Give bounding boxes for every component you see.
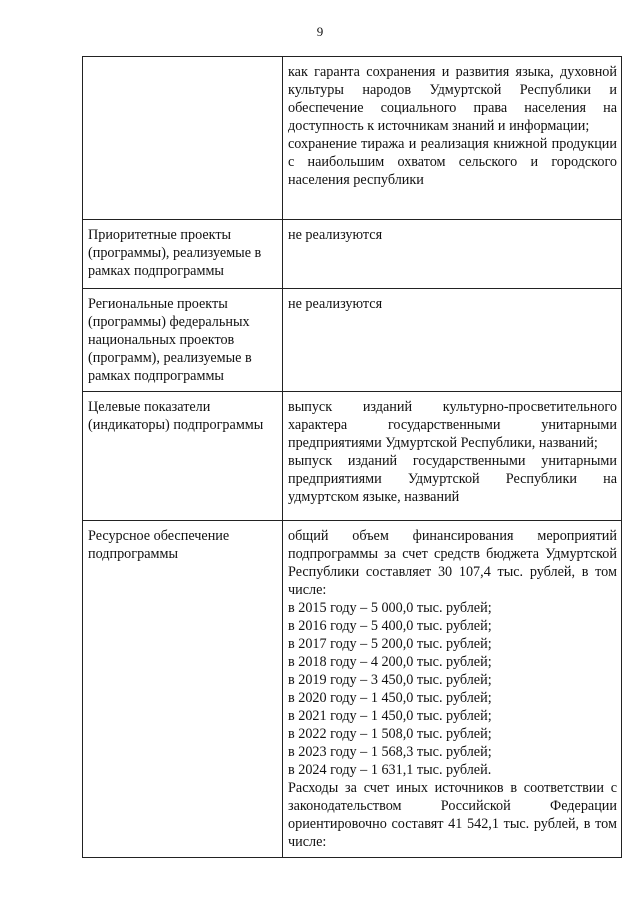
content-paragraph: выпуск изданий государственными унитарными предприятиями Удмуртской Республики на удмуртском языке, названий — [288, 453, 617, 505]
list-item: в 2021 году – 1 450,0 тыс. рублей; — [288, 708, 492, 724]
content-paragraph: не реализуются — [288, 296, 383, 312]
funding-outro: Расходы за счет иных источников в соответствии с законодательством Российской Федерации ориентировочно составят 41 542,1 тыс. рублей, в том числе: — [288, 780, 617, 850]
row-content — [283, 289, 622, 392]
page-number: 9 — [316, 24, 324, 39]
table-row — [83, 521, 622, 858]
row-label — [83, 57, 283, 220]
row-content — [283, 521, 622, 858]
row-label: Целевые показатели (индикаторы) подпрограммы — [83, 392, 283, 521]
table-row — [83, 220, 622, 289]
row-content — [283, 392, 622, 521]
row-content — [283, 220, 622, 289]
list-item: в 2015 году – 5 000,0 тыс. рублей; — [288, 600, 492, 616]
funding-by-year-list — [288, 599, 617, 779]
row-label: Ресурсное обеспечение подпрограммы — [83, 521, 283, 858]
content-paragraph: не реализуются — [288, 227, 383, 243]
table-row — [83, 392, 622, 521]
list-item: в 2017 году – 5 200,0 тыс. рублей; — [288, 636, 492, 652]
row-label: Приоритетные проекты (программы), реализуемые в рамках подпрограммы — [83, 220, 283, 289]
list-item: в 2024 году – 1 631,1 тыс. рублей. — [288, 762, 492, 778]
content-paragraph: как гаранта сохранения и развития языка, духовной культуры народов Удмуртской Республики и обеспечение социального права населения на доступность к источникам знаний и информации; — [288, 64, 617, 134]
row-content — [283, 57, 622, 220]
list-item: в 2019 году – 3 450,0 тыс. рублей; — [288, 672, 492, 688]
funding-intro: общий объем финансирования мероприятий подпрограммы за счет средств бюджета Удмуртской Республики составляет 30 107,4 тыс. рублей, в том числе: — [288, 528, 617, 598]
table-row — [83, 57, 622, 220]
subprogram-passport-table — [82, 56, 622, 858]
list-item: в 2020 году – 1 450,0 тыс. рублей; — [288, 690, 492, 706]
table-row — [83, 289, 622, 392]
list-item: в 2022 году – 1 508,0 тыс. рублей; — [288, 726, 492, 742]
content-paragraph: выпуск изданий культурно-просветительного характера государственными унитарными предприятиями Удмуртской Республики, названий; — [288, 399, 617, 451]
list-item: в 2016 году – 5 400,0 тыс. рублей; — [288, 618, 492, 634]
list-item: в 2023 году – 1 568,3 тыс. рублей; — [288, 744, 492, 760]
content-paragraph: сохранение тиража и реализация книжной продукции с наибольшим охватом сельского и городского населения республики — [288, 136, 617, 188]
list-item: в 2018 году – 4 200,0 тыс. рублей; — [288, 654, 492, 670]
row-label: Региональные проекты (программы) федеральных национальных проектов (программ), реализуемые в рамках подпрограммы — [83, 289, 283, 392]
